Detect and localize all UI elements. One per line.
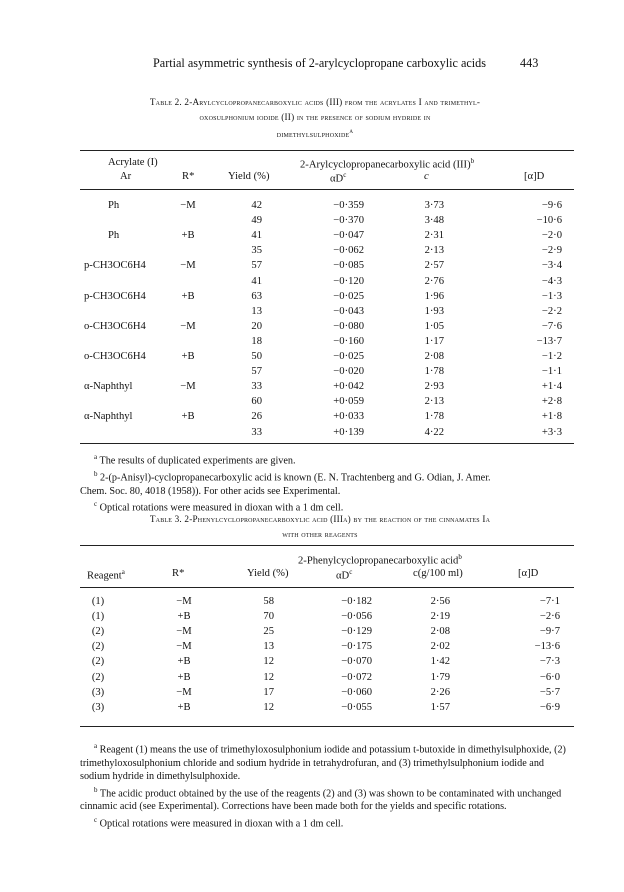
table3-footnotes [80,740,576,831]
rotation-cell: −13·6 [534,641,560,653]
alpha-cell: +0·059 [333,396,364,408]
table2-col-rotation: [α]D [524,171,545,182]
yield-cell: 12 [263,656,274,668]
table2-col-r: R* [182,171,195,182]
table2-col-c: c [424,171,429,182]
yield-cell: 42 [251,200,262,211]
rotation-cell: −1·3 [541,290,562,302]
table3-col-rotation: [α]D [518,568,539,579]
table2-col-ar: Ar [120,171,132,182]
yield-cell: 50 [251,351,262,362]
yield-cell: 60 [251,396,262,408]
rotation-cell: −10·6 [536,215,562,227]
table2-footnotes [80,451,580,515]
rotation-cell: −2·0 [541,230,562,242]
r-cell: +B [177,611,191,623]
table2-note-c: $^c$ Optical rotations were measured in dioxan with a 1 dm cell. [94,500,344,514]
table3-group: 2-Phenylcyclopropanecarboxylic acid$^b$ [298,553,462,567]
alpha-cell: −0·359 [333,200,364,211]
reagent-cell: (3) [91,701,105,713]
conc-cell: 3·48 [424,215,444,227]
yield-cell: 57 [251,366,262,378]
reagent-cell: (2) [91,641,105,653]
alpha-cell: −0·129 [341,626,372,638]
alpha-cell: −0·055 [341,701,372,713]
rotation-cell: −2·2 [541,305,562,317]
table3-note-c: $^c$ Optical rotations were measured in dioxan with a 1 dm cell. [94,815,344,830]
rotation-cell: −2·6 [539,611,560,623]
table3-bottom-rule [80,726,574,727]
rotation-cell: −13·7 [536,335,562,347]
reagent-cell: (1) [91,611,105,623]
r-cell: +B [181,230,195,242]
conc-cell: 1·79 [430,671,450,683]
r-cell: −M [176,686,192,698]
alpha-cell: −0·160 [333,335,364,347]
rotation-cell: −4·3 [541,275,562,287]
table2-caption [60,95,570,142]
yield-cell: 57 [251,260,262,272]
conc-cell: 3·73 [424,200,444,211]
rotation-cell: −9·7 [539,626,560,638]
rotation-cell: +3·3 [541,426,562,438]
alpha-cell: −0·070 [341,656,372,668]
yield-cell: 70 [263,611,274,623]
alpha-cell: −0·175 [341,641,372,653]
r-cell: −M [176,626,192,638]
ar-cell: p-CH3OC6H4 [84,260,146,272]
alpha-cell: −0·025 [333,290,364,302]
yield-cell: 25 [263,626,274,638]
table3-top-rule [80,545,574,546]
conc-cell: 1·96 [424,290,444,302]
r-cell: −M [180,320,196,332]
table3-caption-line1: Table 3. 2-Phenylcyclopropanecarboxylic acid (IIIa) by the reaction of the cinnamates Ia [149,514,491,524]
yield-cell: 41 [251,275,262,287]
yield-cell: 26 [251,411,262,423]
table3-note-b: $^b$ The acidic product obtained by the use of the reagents (2) and (3) was shown to be contaminated with unchanged cinnamic acid (see Experimental). Corrections have been made both for the yields and specific rotations. [80,785,562,813]
table3-note-a: $^a$ Reagent (1) means the use of trimethyloxosulphonium iodide and potassium t-butoxide in dimethylsulphoxide, (2) trimethyloxosulphonium chloride and sodium hydride in tetrahydrofuran, and (3) trimethylsulphonium iodide and sodium hydride in dimethylsulphoxide. [80,742,566,783]
table3-caption-line2: with other reagents [282,528,358,539]
table2-caption-line3: dimethylsulphoxide$^a$ [276,127,354,140]
table2-col-yield: Yield (%) [228,171,270,182]
conc-cell: 1·42 [430,656,450,668]
alpha-cell: −0·062 [333,245,364,257]
conc-cell: 2·08 [430,626,450,638]
r-cell: −M [176,641,192,653]
alpha-cell: −0·072 [341,671,372,683]
reagent-cell: (3) [91,686,105,698]
r-cell: −M [180,200,196,211]
conc-cell: 2·02 [430,641,450,653]
yield-cell: 35 [251,245,262,257]
conc-cell: 1·78 [424,366,444,378]
alpha-cell: −0·060 [341,686,372,698]
alpha-cell: −0·056 [341,611,372,623]
reagent-cell: (2) [91,656,105,668]
alpha-cell: −0·182 [341,596,372,607]
rotation-cell: +2·8 [541,396,562,408]
table2-top-rule [80,150,574,151]
r-cell: −M [180,260,196,272]
r-cell: +B [177,701,191,713]
yield-cell: 49 [251,215,262,227]
conc-cell: 2·76 [424,275,444,287]
footnote-mark: a [349,127,354,135]
rotation-cell: −3·4 [541,260,562,272]
conc-cell: 2·19 [430,611,450,623]
yield-cell: 41 [251,230,262,242]
r-cell: +B [177,671,191,683]
alpha-cell: +0·042 [333,381,364,393]
r-cell: +B [181,290,195,302]
rotation-cell: −7·1 [539,596,560,607]
alpha-cell: +0·033 [333,411,364,423]
rotation-cell: −5·7 [539,686,560,698]
yield-cell: 58 [263,596,274,607]
rotation-cell: −1·1 [541,366,562,378]
conc-cell: 2·57 [424,260,444,272]
reagent-cell: (1) [91,596,105,607]
table3-header-rule [80,587,574,588]
conc-cell: 2·08 [424,351,444,362]
yield-cell: 20 [251,320,262,332]
yield-cell: 12 [263,701,274,713]
rotation-cell: −6·9 [539,701,560,713]
r-cell: +B [181,411,195,423]
alpha-cell: −0·120 [333,275,364,287]
rotation-cell: −9·6 [541,200,562,211]
rotation-cell: +1·8 [541,411,562,423]
table3-col-yield: Yield (%) [247,568,289,579]
alpha-cell: −0·020 [333,366,364,378]
yield-cell: 33 [251,381,262,393]
alpha-cell: −0·080 [333,320,364,332]
yield-cell: 12 [263,671,274,683]
yield-cell: 13 [263,641,274,653]
rotation-cell: −2·9 [541,245,562,257]
conc-cell: 2·13 [424,396,444,408]
table2-header-rule [80,189,574,190]
table2-caption-line2: oxosulphonium iodide (II) in the presence of sodium hydride in [199,111,431,122]
table2-group-acid: 2-Arylcyclopropanecarboxylic acid (III)$^b$ [300,157,475,171]
conc-cell: 1·05 [424,320,444,332]
ar-cell: α-Naphthyl [84,411,133,423]
alpha-cell: −0·047 [333,230,364,242]
ar-cell: Ph [108,200,120,211]
ar-cell: o-CH3OC6H4 [84,320,146,332]
rotation-cell: −7·6 [541,320,562,332]
rotation-cell: −7·3 [539,656,560,668]
alpha-cell: −0·025 [333,351,364,362]
conc-cell: 4·22 [424,426,444,438]
r-cell: −M [180,381,196,393]
table3-col-r: R* [172,568,185,579]
conc-cell: 2·31 [424,230,444,242]
yield-cell: 33 [251,426,262,438]
ar-cell: p-CH3OC6H4 [84,290,146,302]
ar-cell: α-Naphthyl [84,381,133,393]
alpha-cell: +0·139 [333,426,364,438]
yield-cell: 18 [251,335,262,347]
yield-cell: 17 [263,686,274,698]
r-cell: +B [177,656,191,668]
reagent-cell: (2) [91,626,105,638]
table3-col-alpha: $\alpha D^c$ [336,568,353,582]
table3-col-reagent: Reagent$^a$ [87,568,125,582]
rotation-cell: −6·0 [539,671,560,683]
table2-note-b: $^b$ 2-(p-Anisyl)-cyclopropanecarboxylic acid is known (E. N. Trachtenberg and G. Odian, J. Amer. [94,469,491,484]
table3-caption [60,512,580,541]
conc-cell: 1·78 [424,411,444,423]
table2-note-a: $^a$ The results of duplicated experiments are given. [94,453,296,467]
rotation-cell: +1·4 [541,381,562,393]
rotation-cell: −1·2 [541,351,562,362]
conc-cell: 1·17 [424,335,444,347]
ar-cell: Ph [108,230,120,242]
conc-cell: 2·13 [424,245,444,257]
running-title: Partial asymmetric synthesis of 2-arylcyclopropane carboxylic acids [153,56,487,70]
conc-cell: 1·93 [424,305,444,317]
conc-cell: 2·26 [430,686,450,698]
conc-cell: 1·57 [430,701,450,713]
conc-cell: 2·93 [424,381,444,393]
table3-col-conc: c(g/100 ml) [413,568,463,579]
table2-note-b-cont: Chem. Soc. 80, 4018 (1958)). For other acids see Experimental. [80,485,341,497]
conc-cell: 2·56 [430,596,450,607]
reagent-cell: (2) [91,671,105,683]
table2-col-alpha: $\alpha D^c$ [330,171,347,185]
yield-cell: 13 [251,305,262,317]
alpha-cell: −0·043 [333,305,364,317]
alpha-cell: −0·085 [333,260,364,272]
ar-cell: o-CH3OC6H4 [84,351,146,362]
r-cell: +B [181,351,195,362]
alpha-cell: −0·370 [333,215,364,227]
table2-bottom-rule [80,443,574,444]
table2-caption-line1: Table 2. 2-Arylcyclopropanecarboxylic acids (III) from the acrylates I and trimethyl- [149,97,481,107]
yield-cell: 63 [251,290,262,302]
page-number: 443 [520,56,539,70]
table2-group-acrylate: Acrylate (I) [108,157,158,168]
r-cell: −M [176,596,192,607]
